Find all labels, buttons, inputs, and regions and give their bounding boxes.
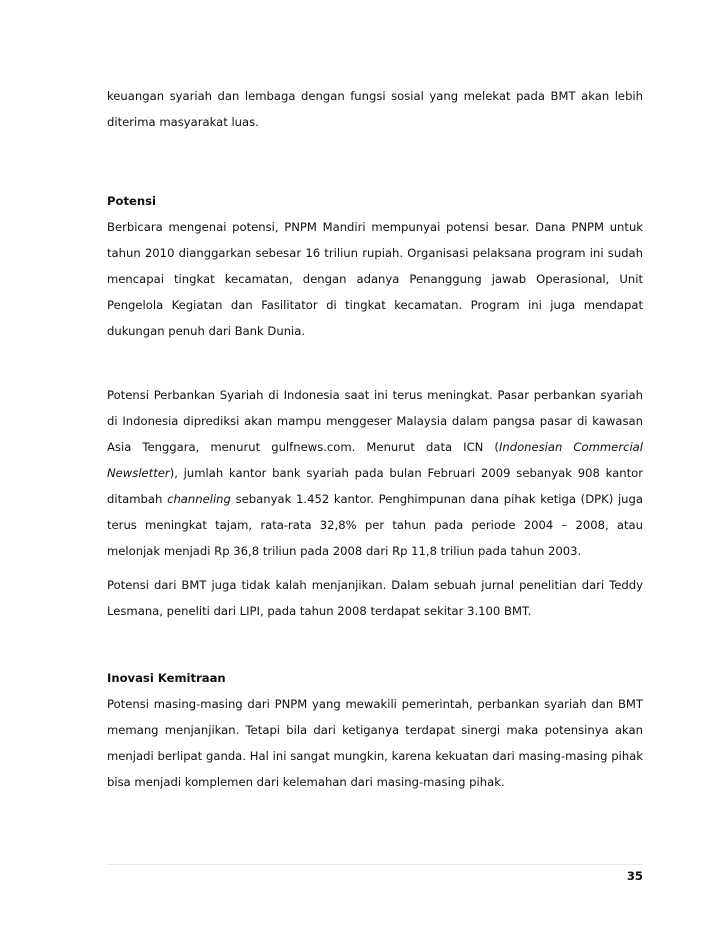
footer-divider bbox=[107, 864, 643, 865]
page-number: 35 bbox=[626, 869, 643, 883]
paragraph-perbankan-syariah bbox=[107, 382, 643, 564]
italic-term: Indonesian Commercial Newsletter bbox=[107, 440, 644, 480]
paragraph-text: sebanyak 1.452 kantor. Penghimpunan dana pihak ketiga (DPK) juga terus meningkat tajam, rata-rata 32,8% per tahun pada periode 2004 – 2008, atau melonjak menjadi Rp 36,8 triliun pada 2008 dari Rp 11,8 triliun pada tahun 2003. bbox=[107, 492, 643, 558]
heading-inovasi-kemitraan: Inovasi Kemitraan bbox=[107, 671, 226, 685]
page-body bbox=[107, 0, 643, 795]
italic-term: channeling bbox=[167, 492, 231, 506]
paragraph-text: ), jumlah kantor bank syariah pada bulan Februari 2009 sebanyak 908 kantor ditambah bbox=[107, 466, 643, 506]
paragraph-text: Potensi Perbankan Syariah di Indonesia saat ini terus meningkat. Pasar perbankan syariah di Indonesia diprediksi akan mampu menggeser Malaysia dalam pangsa pasar di kawasan Asia Tenggara, menurut gulfnews.com. Menurut data ICN ( bbox=[107, 388, 643, 454]
paragraph-potensi-bmt: Potensi dari BMT juga tidak kalah menjanjikan. Dalam sebuah jurnal penelitian dari Teddy Lesmana, peneliti dari LIPI, pada tahun 2008 terdapat sekitar 3.100 BMT. bbox=[107, 578, 643, 618]
paragraph-inovasi: Potensi masing-masing dari PNPM yang mewakili pemerintah, perbankan syariah dan BMT memang menjanjikan. Tetapi bila dari ketiganya terdapat sinergi maka potensinya akan menjadi berlipat ganda. Hal ini sangat mungkin, karena kekuatan dari masing-masing pihak bisa menjadi komplemen dari kelemahan dari masing-masing pihak. bbox=[107, 697, 643, 789]
paragraph-intro: keuangan syariah dan lembaga dengan fungsi sosial yang melekat pada BMT akan lebih diterima masyarakat luas. bbox=[107, 89, 643, 129]
paragraph-potensi-pnpm: Berbicara mengenai potensi, PNPM Mandiri mempunyai potensi besar. Dana PNPM untuk tahun 2010 dianggarkan sebesar 16 triliun rupiah. Organisasi pelaksana program ini sudah mencapai tingkat kecamatan, dengan adanya Penanggung jawab Operasional, Unit Pengelola Kegiatan dan Fasilitator di tingkat kecamatan. Program ini juga mendapat dukungan penuh dari Bank Dunia. bbox=[107, 220, 643, 338]
heading-potensi: Potensi bbox=[107, 194, 156, 208]
